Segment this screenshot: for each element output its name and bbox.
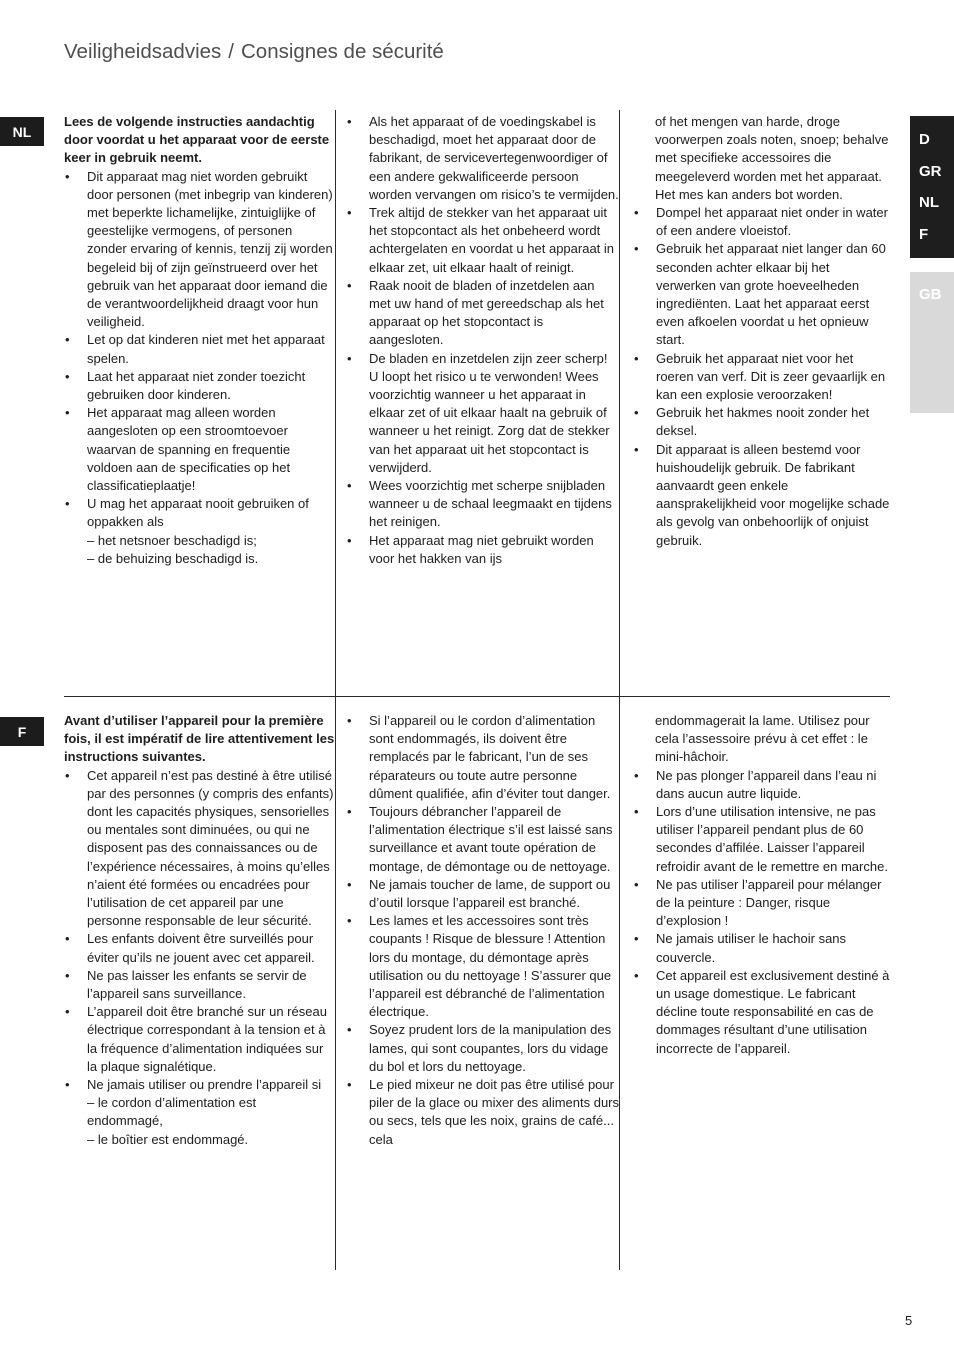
list-item: • Raak nooit de bladen of inzetdelen aan met uw hand of met gereedschap als het apparaat op het stopcontact is aangesloten. xyxy=(346,277,619,350)
list-item: • Het apparaat mag alleen worden aangesloten op een stroomtoevoer waarvan de spanning en frequentie voldoen aan de specificaties op het classificatieplaatje! xyxy=(64,404,335,495)
nl-intro: Lees de volgende instructies aandachtig door voordat u het apparaat voor de eerste keer in gebruik neemt. xyxy=(64,114,330,166)
list-item: • Ne jamais toucher de lame, de support ou d’outil lorsque l’appareil est branché. xyxy=(346,876,619,912)
nl-list-3 xyxy=(633,204,890,550)
list-item: • Lors d’une utilisation intensive, ne pas utiliser l’appareil pendant plus de 60 secondes d’affilée. Laisser l’appareil refroidir avant de le remettre en marche. xyxy=(633,803,890,876)
list-item: • Dit apparaat is alleen bestemd voor huishoudelijk gebruik. De fabrikant aanvaardt geen enkele aansprakelijkheid voor mogelijke schade als gevolg van onbehoorlijk of onjuist gebruik. xyxy=(633,441,890,550)
page-number: 5 xyxy=(905,1313,913,1328)
list-item: • Laat het apparaat niet zonder toezicht gebruiken door kinderen. xyxy=(64,368,335,404)
fr-list-2 xyxy=(346,712,619,1149)
list-item: • Ne pas plonger l’appareil dans l’eau ni dans aucun autre liquide. xyxy=(633,767,890,803)
tab-f[interactable]: F xyxy=(919,225,929,243)
fr-column-2 xyxy=(335,697,619,1270)
tab-gr[interactable]: GR xyxy=(919,162,942,180)
list-item: • Les lames et les accessoires sont très coupants ! Risque de blessure ! Attention lors du montage, du démontage après utilisation ou du nettoyage ! S’assurer que l’appareil est débranché de l’alimentation électrique. xyxy=(346,912,619,1021)
list-item: • Le pied mixeur ne doit pas être utilisé pour piler de la glace ou mixer des aliments durs ou secs, tels que les noix, grains de café... cela xyxy=(346,1076,619,1149)
list-item: • Soyez prudent lors de la manipulation des lames, qui sont coupantes, lors du vidage du bol et lors du nettoyage. xyxy=(346,1021,619,1076)
tab-gb[interactable]: GB xyxy=(919,286,942,303)
nl-column-2 xyxy=(335,110,619,696)
list-sub-item: – le cordon d’alimentation est endommagé, xyxy=(87,1095,257,1129)
list-item: • Als het apparaat of de voedingskabel is beschadigd, moet het apparaat door de fabrikant, de servicevertegenwoordiger of een andere gekwalificeerde persoon worden vervangen om risico’s te vermijden. xyxy=(346,113,619,204)
section-nl xyxy=(64,110,890,696)
language-tabs-active-group xyxy=(910,116,954,258)
nl-list-2 xyxy=(346,113,619,568)
list-item: • Gebruik het apparaat niet langer dan 60 seconden achter elkaar bij het verwerken van grote hoeveelheden ingrediënten. Laat het apparaat eerst even afkoelen voordat u het opnieuw start. xyxy=(633,240,890,349)
list-sub-item: – de behuizing beschadigd is. xyxy=(87,550,259,566)
list-item: • L’appareil doit être branché sur un réseau électrique correspondant à la tension et à la fréquence d’alimentation indiquées sur la plaque signalétique. xyxy=(64,1003,335,1076)
tab-d[interactable]: D xyxy=(919,131,930,148)
fr-column-3 xyxy=(619,697,890,1270)
list-item: • Cet appareil est exclusivement destiné à un usage domestique. Le fabricant décline toute responsabilité en cas de dommages résultant d’une utilisation incorrecte de l’appareil. xyxy=(633,967,890,1058)
list-item: • Gebruik het hakmes nooit zonder het deksel. xyxy=(633,404,890,440)
list-item: • Cet appareil n’est pas destiné à être utilisé par des personnes (y compris des enfants) dont les capacités physiques, sensorielles ou mentales sont diminuées, ou qui ne disposent pas des connaissances ou de l’expérience nécessaires, à moins qu’elles n’aient été formées ou encadrées pour l’utilisation de cet appareil par une personne responsable de leur sécurité. xyxy=(64,767,335,931)
title-fr: Consignes de sécurité xyxy=(240,40,444,63)
list-item-continuation: endommagerait la lame. Utilisez pour cela l’assessoire prévu à cet effet : le mini-hâchoir. xyxy=(655,713,870,765)
list-item: • Het apparaat mag niet gebruikt worden voor het hakken van ijs xyxy=(346,532,619,568)
list-item: • Let op dat kinderen niet met het apparaat spelen. xyxy=(64,331,335,367)
section-fr xyxy=(64,697,890,1270)
title-separator: / xyxy=(228,40,234,63)
list-item: • Wees voorzichtig met scherpe snijbladen wanneer u de schaal leegmaakt en tijdens het reinigen. xyxy=(346,477,619,532)
nl-list-1 xyxy=(64,168,335,532)
fr-list-1 xyxy=(64,767,335,1095)
list-item: • Ne jamais utiliser ou prendre l’appareil si xyxy=(64,1076,335,1094)
list-item: • Ne jamais utiliser le hachoir sans couvercle. xyxy=(633,930,890,966)
language-badge-f: F xyxy=(0,717,44,746)
list-item: • Dompel het apparaat niet onder in water of een andere vloeistof. xyxy=(633,204,890,240)
list-sub-item: – le boîtier est endommagé. xyxy=(87,1131,249,1147)
list-item: • Toujours débrancher l’appareil de l’alimentation électrique s’il est laissé sans surveillance et avant toute opération de montage, de démontage ou de nettoyage. xyxy=(346,803,619,876)
list-sub-item: – het netsnoer beschadigd is; xyxy=(87,532,257,548)
language-badge-nl: NL xyxy=(0,117,44,146)
list-item: • Dit apparaat mag niet worden gebruikt door personen (met inbegrip van kinderen) met beperkte lichamelijke, zintuiglijke of geestelijke vermogens, of personen zonder ervaring of kennis, tenzij zij worden begeleid bij of zijn geïnstrueerd over het gebruik van het apparaat door iemand die de verantwoordelijkheid draagt voor hun veiligheid. xyxy=(64,168,335,332)
nl-column-3 xyxy=(619,110,890,696)
list-item: • De bladen en inzetdelen zijn zeer scherp! U loopt het risico u te verwonden! Wees voorzichtig wanneer u het apparaat in elkaar zet of uit elkaar haalt na gebruik of wanneer u het reinigt. Zorg dat de stekker van het apparaat uit het stopcontact is verwijderd. xyxy=(346,350,619,477)
list-item: • Trek altijd de stekker van het apparaat uit het stopcontact als het onbeheerd wordt achtergelaten en voordat u het apparaat in elkaar zet, uit elkaar haalt of reinigt. xyxy=(346,204,619,277)
title-nl: Veiligheidsadvies xyxy=(64,40,222,63)
fr-intro: Avant d’utiliser l’appareil pour la première fois, il est impératif de lire attentivement les instructions suivantes. xyxy=(64,713,335,765)
list-item: • Ne pas laisser les enfants se servir de l’appareil sans surveillance. xyxy=(64,967,335,1003)
list-item: • U mag het apparaat nooit gebruiken of oppakken als xyxy=(64,495,335,531)
tab-nl[interactable]: NL xyxy=(919,194,939,211)
list-item-continuation: of het mengen van harde, droge voorwerpen zoals noten, snoep; behalve met specifieke accessoires die meegeleverd worden met het apparaat. Het mes kan anders bot worden. xyxy=(655,114,889,202)
nl-column-1 xyxy=(64,110,335,696)
language-tabs-inactive-group xyxy=(910,272,954,413)
list-item: • Gebruik het apparaat niet voor het roeren van verf. Dit is zeer gevaarlijk en kan een explosie veroorzaken! xyxy=(633,350,890,405)
language-tabs xyxy=(910,116,954,413)
list-item: • Les enfants doivent être surveillés pour éviter qu’ils ne jouent avec cet appareil. xyxy=(64,930,335,966)
list-item: • Ne pas utiliser l’appareil pour mélanger de la peinture : Danger, risque d’explosion ! xyxy=(633,876,890,931)
page-title xyxy=(64,40,444,64)
fr-column-1 xyxy=(64,697,335,1270)
fr-list-3 xyxy=(633,767,890,1058)
list-item: • Si l’appareil ou le cordon d’alimentation sont endommagés, ils doivent être remplacés par le fabricant, l’un de ses réparateurs ou toute autre personne dûment qualifiée, afin d’éviter tout danger. xyxy=(346,712,619,803)
